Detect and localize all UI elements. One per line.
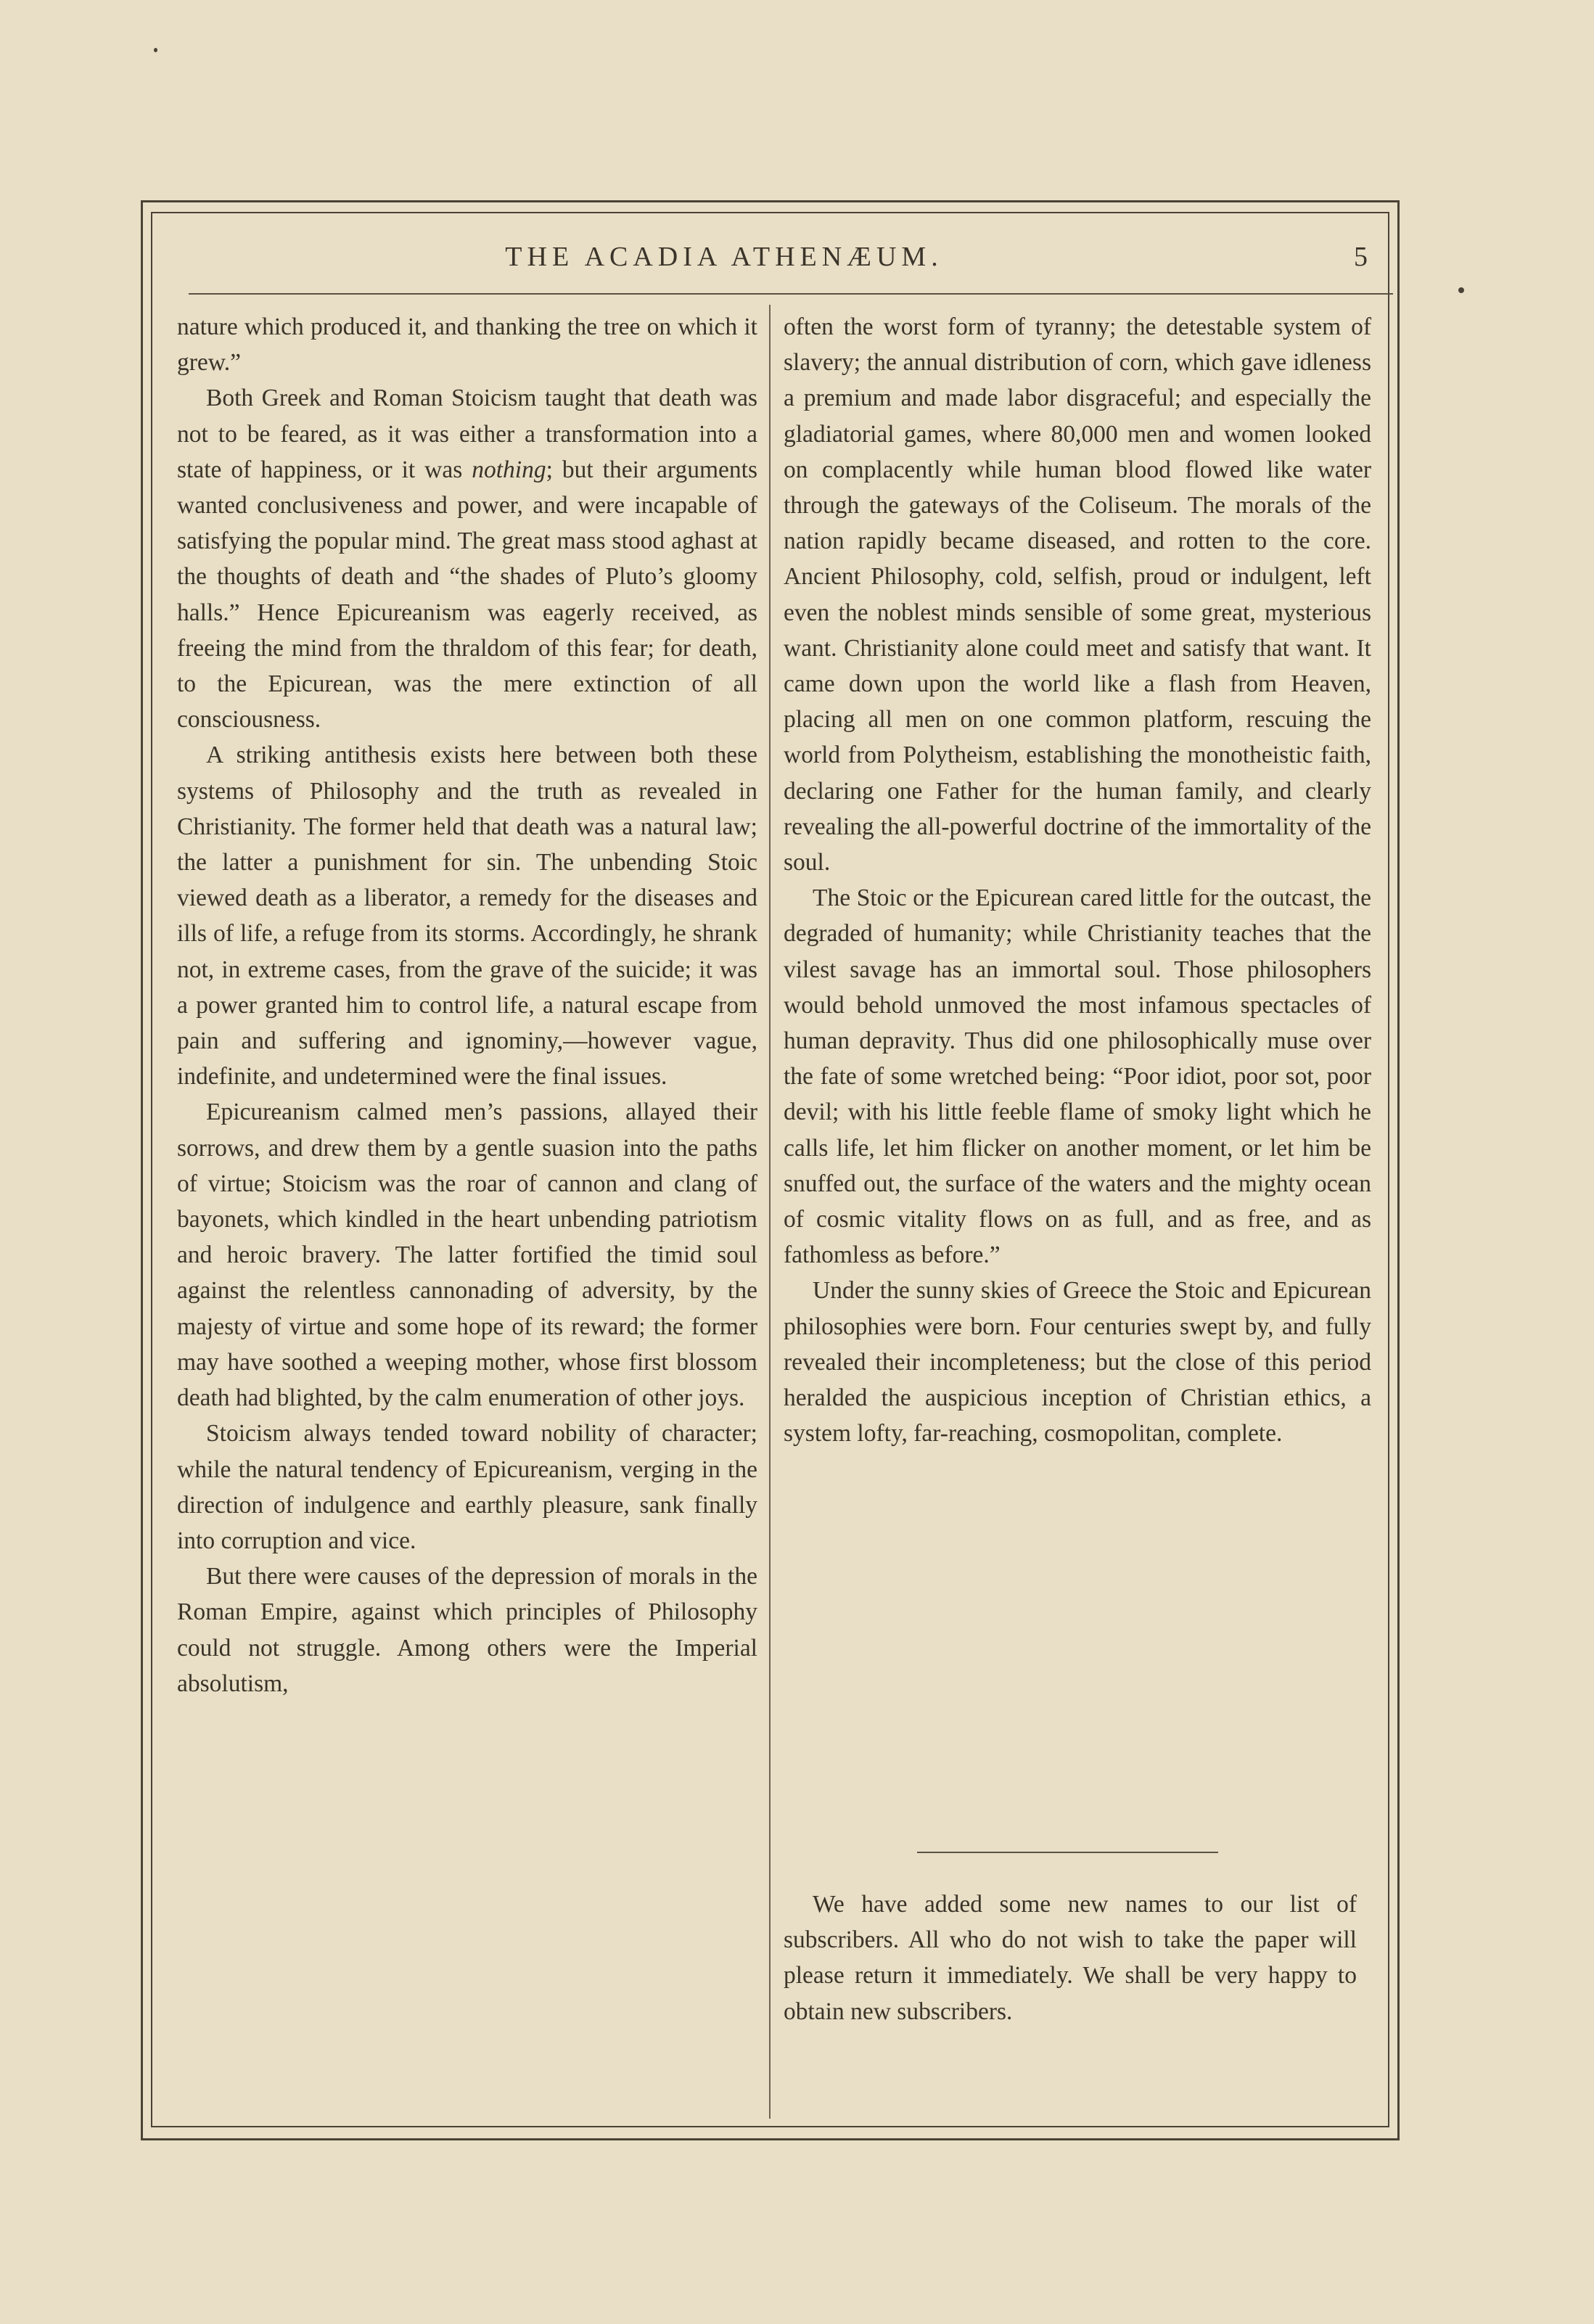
column-divider <box>769 305 771 2119</box>
left-column <box>177 309 757 1701</box>
ink-speck <box>154 48 157 52</box>
running-header <box>151 238 1389 282</box>
ink-speck <box>1458 287 1464 293</box>
paragraph: The Stoic or the Epicurean cared little for the outcast, the degraded of humanity; while Christianity teaches that the vilest savage has an immortal soul. Those philosophers would behold unmoved the most infamous spectacles of human depravity. Thus did one philosophically muse over the fate of some wretched being: “Poor idiot, poor sot, poor devil; with his little feeble flame of smoky light which he calls life, let him flicker on another moment, or let him be snuffed out, the surface of the waters and the mighty ocean of cosmic vitality flows on as full, and as free, and as fathomless as before.” <box>784 884 1371 1269</box>
paragraph: A striking antithesis exists here between both these systems of Philosophy and the truth as revealed in Christianity. The former held that death was a natural law; the latter a punishment for sin. The unbending Stoic viewed death as a liberator, a remedy for the diseases and ills of life, a refuge from its storms. Accordingly, he shrank not, in extreme cases, from the grave of the suicide; it was a power granted him to control life, a natural escape from pain and suffering and ignominy,—however vague, indefinite, and undetermined were the final issues. <box>177 742 757 1091</box>
paragraph: often the worst form of tyranny; the detestable system of slavery; the annual distribution of corn, which gave idleness a premium and made labor disgraceful; and especially the gladiatorial games, where 80,000 men and women looked on complacently while human blood flowed like water through the gateways of the Coliseum. The morals of the nation rapidly became diseased, and rotten to the core. Ancient Philosophy, cold, selfish, proud or indulgent, left even the noblest minds sensible of some great, mysterious want. Christianity alone could meet and satisfy that want. It came down upon the world like a flash from Heaven, placing all men on one common platform, rescuing the world from Polytheism, establishing the monotheistic faith, declaring one Father for the human family, and clearly revealing the all-powerful doctrine of the immortality of the soul. <box>784 313 1371 876</box>
italic-word: nothing <box>472 456 546 483</box>
paragraph: Under the sunny skies of Greece the Stoic and Epicurean philosophies were born. Four centuries swept by, and fully revealed their incompleteness; but the close of this period heralded the auspicious inception of Christian ethics, a system lofty, far-reaching, cosmopolitan, complete. <box>784 1277 1371 1448</box>
notice-text: We have added some new names to our list of subscribers. All who do not wish to take the paper will please return it immediately. We shall be very happy to obtain new subscribers. <box>784 1891 1357 2025</box>
paragraph: Both Greek and Roman Stoicism taught that death was not to be feared, as it was either a transformation into a state of happiness, or it was nothing; but their arguments wanted conclusiveness and power, and were incapable of satisfying the popular mind. The great mass stood aghast at the thoughts of death and “the shades of Pluto’s gloomy halls.” Hence Epicureanism was eagerly received, as freeing the mind from the thraldom of this fear; for death, to the Epicurean, was the mere extinction of all consciousness. <box>177 385 757 734</box>
publication-title: THE ACADIA ATHENÆUM. <box>505 242 943 272</box>
paragraph: nature which produced it, and thanking the tree on which it grew.” <box>177 313 757 377</box>
paragraph: But there were causes of the depression of morals in the Roman Empire, against which principles of Philosophy could not struggle. Among others were the Imperial absolutism, <box>177 1563 757 1697</box>
section-rule <box>917 1852 1218 1853</box>
page-number: 5 <box>1354 242 1368 272</box>
header-rule <box>189 293 1393 295</box>
paragraph: Epicureanism calmed men’s passions, allayed their sorrows, and drew them by a gentle suasion into the paths of virtue; Stoicism was the roar of cannon and clang of bayonets, which kindled in the heart unbending patriotism and heroic bravery. The latter fortified the timid soul against the relentless cannonading of adversity, by the majesty of virtue and some hope of its reward; the former may have soothed a weeping mother, whose first blossom death had blighted, by the calm enumeration of other joys. <box>177 1099 757 1412</box>
subscriber-notice <box>784 1886 1357 2029</box>
right-column <box>784 309 1371 1452</box>
paragraph: Stoicism always tended toward nobility of character; while the natural tendency of Epicureanism, verging in the direction of indulgence and earthly pleasure, sank finally into corruption and vice. <box>177 1420 757 1554</box>
